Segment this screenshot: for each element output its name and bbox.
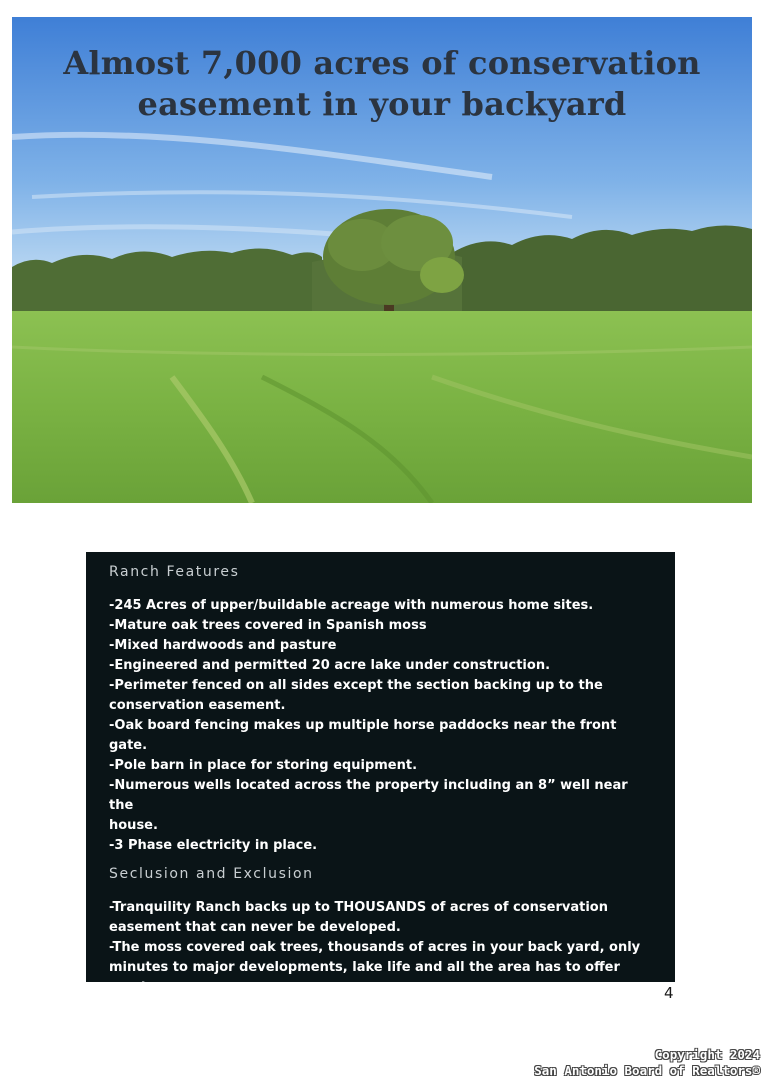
copyright-watermark [534,1047,760,1079]
copyright-line-2: San Antonio Board of Realtors® [534,1063,760,1078]
seclusion-list [109,898,653,1018]
ranch-feature-line: -Mixed hardwoods and pasture [109,638,337,653]
seclusion-line: minutes to major developments, lake life and all the area has to offer create [109,960,620,995]
ranch-features-list [109,596,653,856]
ranch-feature-line: -Numerous wells located across the property including an 8” well near the [109,778,628,813]
ranch-feature-line: -Oak board fencing makes up multiple horse paddocks near the front gate. [109,718,617,753]
ranch-features-heading: Ranch Features [109,564,240,580]
page-number: 4 [664,984,674,1002]
ranch-feature-line: house. [109,818,158,833]
ranch-feature-line: -Engineered and permitted 20 acre lake under construction. [109,658,551,673]
seclusion-line: -The moss covered oak trees, thousands of acres in your back yard, only [109,940,641,955]
hero-title-line-1: Almost 7,000 acres of conservation [63,44,701,82]
ranch-feature-line: -245 Acres of upper/buildable acreage with numerous home sites. [109,598,594,613]
ranch-feature-line: conservation easement. [109,698,286,713]
ranch-feature-line: -Pole barn in place for storing equipment. [109,758,418,773]
ranch-feature-line: -Mature oak trees covered in Spanish moss [109,618,427,633]
hero-title [12,43,752,125]
ranch-feature-line: -Perimeter fenced on all sides except the section backing up to the [109,678,603,693]
hero-photo [12,17,752,503]
copyright-line-1: Copyright 2024 [654,1047,760,1062]
seclusion-line: a setting that does not exist ANYWHERE else in the Houston area. [109,1000,595,1015]
hero-title-line-2: easement in your backyard [137,85,627,123]
ranch-feature-line: -3 Phase electricity in place. [109,838,318,853]
seclusion-line: -Tranquility Ranch backs up to THOUSANDS of acres of conservation [109,900,608,915]
seclusion-heading: Seclusion and Exclusion [109,866,314,882]
seclusion-line: easement that can never be developed. [109,920,401,935]
features-panel [86,552,675,1015]
